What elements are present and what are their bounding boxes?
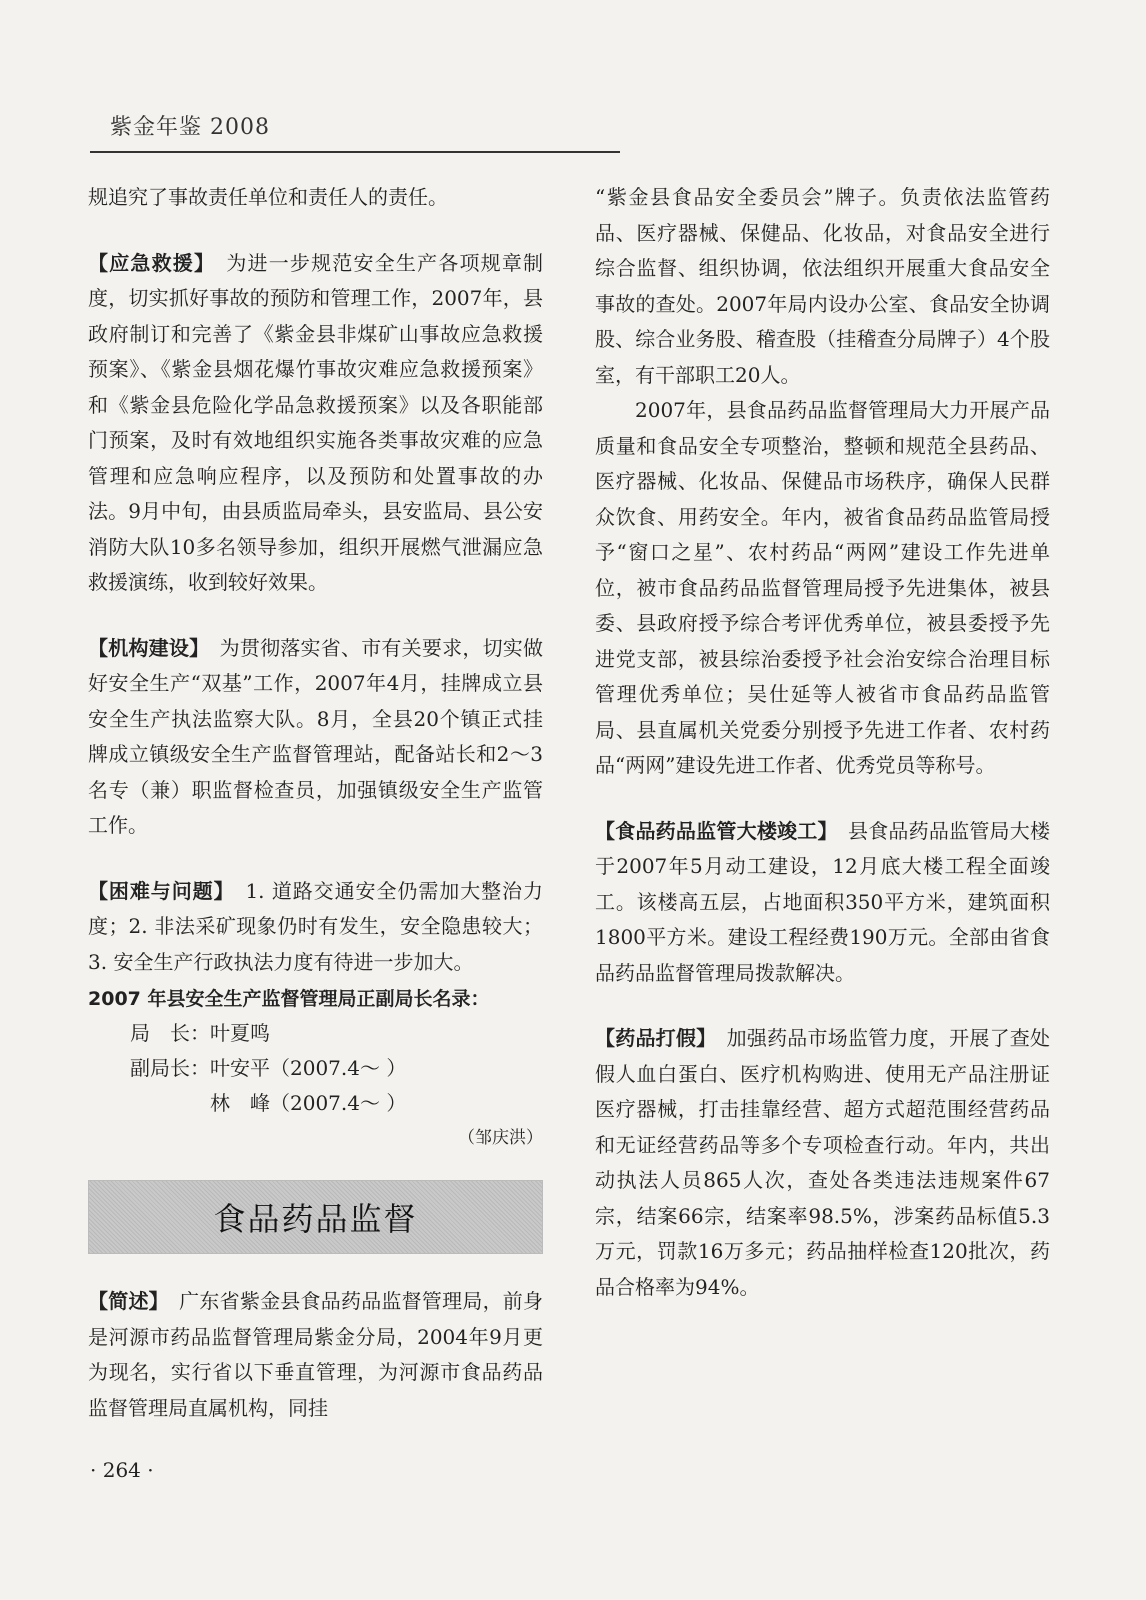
paragraph-problems (88, 874, 543, 981)
page-number: · 264 · (90, 1458, 154, 1482)
author-credit: （邹庆洪） (458, 1128, 543, 1148)
right-column (595, 180, 1050, 1305)
paragraph-intro-cont: “紫金县食品安全委员会”牌子。负责依法监管药品、医疗器械、保健品、化妆品，对食品安全进行综合监督、组织协调，依法组织开展重大食品安全事故的查处。2007年局内设办公室、食品安全协调股、综合业务股、稽查股（挂稽查分局牌子）4个股室，有干部职工20人。 (595, 185, 1050, 387)
label-org: 【机构建设】 (88, 635, 200, 660)
paragraph-continued: 规追究了事故责任单位和责任人的责任。 (88, 185, 448, 209)
label-problems: 【困难与问题】 (88, 878, 225, 903)
section-banner: 食品药品监督 (88, 1180, 543, 1254)
running-header: 紫金年鉴 2008 (110, 115, 270, 140)
text-problems: 1. 道路交通安全仍需加大整治力度；2. 非法采矿现象仍时有发生，安全隐患较大；3. 安全生产行政执法力度有待进一步加大。 (88, 878, 543, 974)
paragraph-org (88, 631, 543, 844)
text-fake: 加强药品市场监管力度，开展了查处假人血白蛋白、医疗机构购进、使用无产品注册证医疗器械，打击挂靠经营、超方式超范围经营药品和无证经营药品等多个专项检查行动。年内，共出动执法人员865人次，查处各类违法违规案件67宗，结案66宗，结案率98.5%，涉案药品标值5.3万元，罚款16万多元；药品抽样检查120批次，药品合格率为94%。 (595, 1026, 1051, 1299)
text-emergency: 为进一步规范安全生产各项规章制度，切实抓好事故的预防和管理工作，2007年，县政府制订和完善了《紫金县非煤矿山事故应急救援预案》、《紫金县烟花爆竹事故灾难应急救援预案》和《紫金县危险化学品急救援预案》以及各职能部门预案，及时有效地组织实施各类事故灾难的应急管理和应急响应程序，以及预防和处置事故的办法。9月中旬，由县质监局牵头，县安监局、县公安消防大队10多名领导参加，组织开展燃气泄漏应急救援演练，收到较好效果。 (88, 250, 544, 594)
paragraph-emergency (88, 246, 543, 601)
label-intro: 【简述】 (88, 1289, 159, 1313)
text-building: 县食品药品监管局大楼于2007年5月动工建设，12月底大楼工程全面竣工。该楼高五层，占地面积350平方米，建筑面积1800平方米。建设工程经费190万元。全部由省食品药品监督管理局拨款解决。 (595, 818, 1051, 985)
label-building: 【食品药品监管大楼竣工】 (595, 818, 828, 843)
paragraph-building (595, 814, 1050, 992)
roster-row: 局 长：叶夏鸣 (130, 1021, 270, 1045)
paragraph-2007: 2007年，县食品药品监督管理局大力开展产品质量和食品安全专项整治，整顿和规范全县药品、医疗器械、化妆品、保健品市场秩序，确保人民群众饮食、用药安全。年内，被省食品药品监管局授予“窗口之星”、农村药品“两网”建设工作先进单位，被市食品药品监督管理局授予先进集体，被县委、县政府授予综合考评优秀单位，被县委授予先进党支部，被县综治委授予社会治安综合治理目标管理优秀单位；吴仕延等人被省市食品药品监管局、县直属机关党委分别授予先进工作者、农村药品“两网”建设先进工作者、优秀党员等称号。 (595, 398, 1050, 777)
roster-title: 2007 年县安全生产监督管理局正副局长名录： (88, 988, 490, 1010)
text-org: 为贯彻落实省、市有关要求，切实做好安全生产“双基”工作，2007年4月，挂牌成立县安全生产执法监察大队。8月，全县20个镇正式挂牌成立镇级安全生产监督管理站，配备站长和2～3名专（兼）职监督检查员，加强镇级安全生产监管工作。 (88, 635, 544, 837)
left-column (88, 180, 543, 1426)
paragraph-intro (88, 1284, 543, 1426)
label-emergency: 【应急救援】 (88, 250, 206, 275)
header-rule (90, 151, 620, 153)
text-intro: 广东省紫金县食品药品监督管理局，前身是河源市药品监督管理局紫金分局，2004年9月更为现名，实行省以下垂直管理，为河源市食品药品监督管理局直属机构，同挂 (88, 1289, 544, 1420)
label-fake: 【药品打假】 (595, 1026, 707, 1050)
roster-row: 副局长：叶安平（2007.4～ ） (130, 1056, 407, 1080)
roster-row: 林 峰（2007.4～ ） (210, 1091, 407, 1115)
roster (88, 1016, 543, 1121)
paragraph-fake (595, 1021, 1050, 1305)
